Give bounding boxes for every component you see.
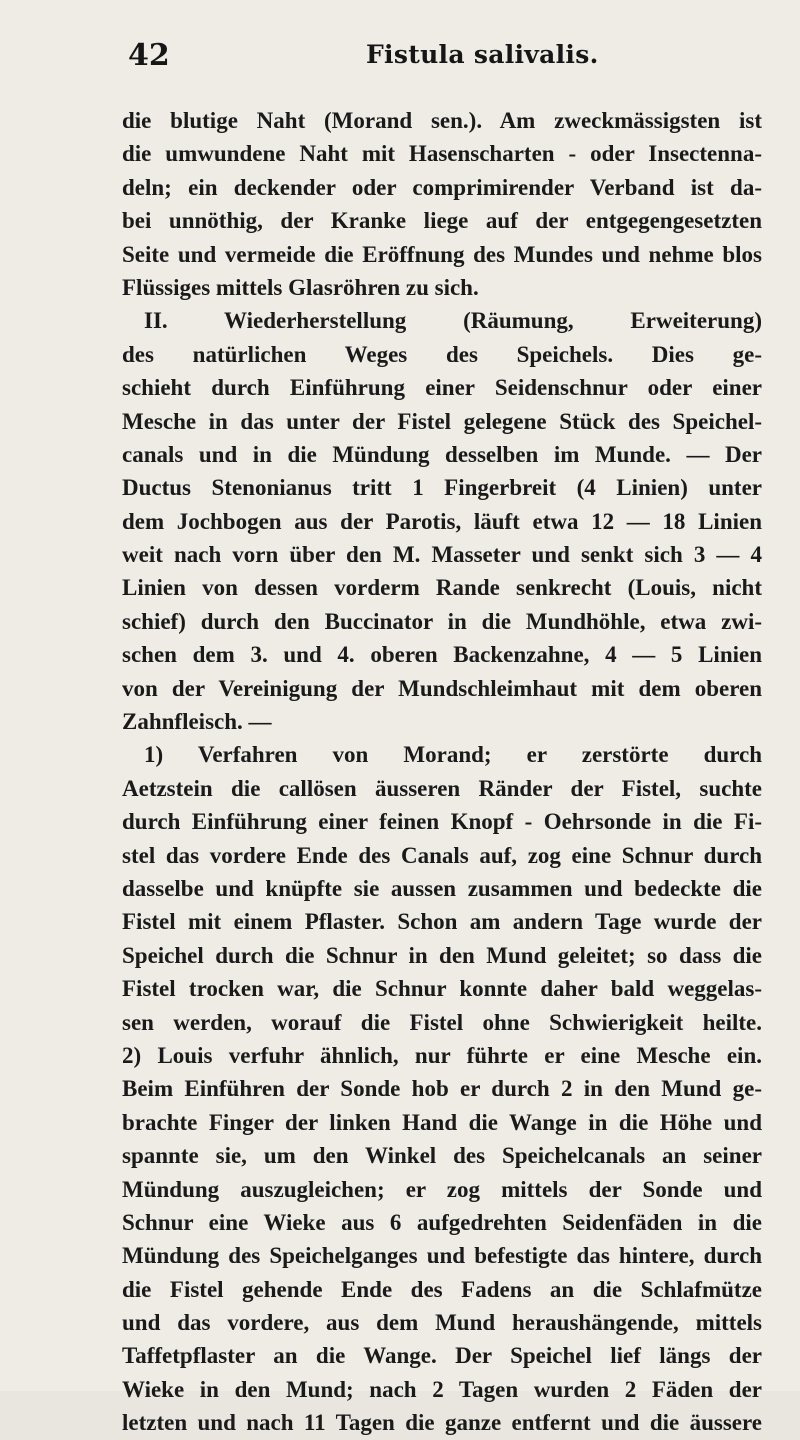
text-line: Seite und vermeide die Eröffnung des Mundes und nehme blos	[122, 241, 762, 267]
text-line: des natürlichen Weges des Speichels. Dies ge-	[122, 341, 762, 367]
page-number: 42	[128, 38, 170, 73]
text-line: und das vordere, aus dem Mund heraushängende, mittels	[122, 1310, 762, 1336]
subsection-heading-line: 2) Louis verfuhr ähnlich, nur führte er eine Mesche ein.	[122, 1042, 762, 1068]
text-line: dem Jochbogen aus der Parotis, läuft etwa 12 — 18 Linien	[122, 508, 762, 534]
text-line: die Fistel gehende Ende des Fadens an die Schlafmütze	[122, 1276, 762, 1302]
text-line: deln; ein deckender oder comprimirender Verband ist da-	[122, 174, 762, 200]
text-line: Zahnfleisch. —	[122, 709, 272, 735]
text-line: die blutige Naht (Morand sen.). Am zweckmässigsten ist	[122, 108, 762, 133]
subsection-heading-line: 1) Verfahren von Morand; er zerstörte durch	[144, 742, 762, 768]
text-line: weit nach vorn über den M. Masseter und senkt sich 3 — 4	[122, 542, 762, 568]
text-line: schen dem 3. und 4. oberen Backenzahne, 4 — 5 Linien	[122, 642, 762, 668]
text-line: Mündung auszugleichen; er zog mittels der Sonde und	[122, 1176, 762, 1202]
text-line: durch Einführung einer feinen Knopf - Oehrsonde in die Fi-	[122, 809, 762, 835]
text-line: Speichel durch die Schnur in den Mund geleitet; so dass die	[122, 942, 762, 968]
section-heading-line: II. Wiederherstellung (Räumung, Erweiterung)	[144, 308, 762, 334]
text-line: sen werden, worauf die Fistel ohne Schwierigkeit heilte.	[122, 1009, 762, 1035]
text-line: Linien von dessen vorderm Rande senkrecht (Louis, nicht	[122, 575, 762, 601]
text-line: letzten und nach 11 Tagen die ganze entfernt und die äussere	[122, 1410, 762, 1436]
text-line: dasselbe und knüpfte sie aussen zusammen und bedeckte die	[122, 875, 762, 901]
text-line: spannte sie, um den Winkel des Speichelcanals an seiner	[122, 1143, 762, 1169]
text-line: Flüssiges mittels Glasröhren zu sich.	[122, 274, 479, 300]
text-line: Mesche in das unter der Fistel gelegene Stück des Speichel-	[122, 408, 762, 434]
text-line: Beim Einführen der Sonde hob er durch 2 in den Mund ge-	[122, 1076, 762, 1102]
page-header	[0, 38, 800, 78]
text-line: Taffetpflaster an die Wange. Der Speichel lief längs der	[122, 1343, 762, 1369]
text-line: schieht durch Einführung einer Seidenschnur oder einer	[122, 375, 762, 401]
text-line: Fistel mit einem Pflaster. Schon am andern Tage wurde der	[122, 909, 762, 935]
text-line: Mündung des Speichelganges und befestigte das hintere, durch	[122, 1243, 762, 1269]
text-line: von der Vereinigung der Mundschleimhaut mit dem oberen	[122, 675, 762, 701]
text-line: brachte Finger der linken Hand die Wange in die Höhe und	[122, 1109, 762, 1135]
body-text	[122, 104, 762, 1440]
text-line: Schnur eine Wieke aus 6 aufgedrehten Seidenfäden in die	[122, 1209, 762, 1235]
text-line: Ductus Stenonianus tritt 1 Fingerbreit (4 Linien) unter	[122, 475, 762, 501]
text-line: Wieke in den Mund; nach 2 Tagen wurden 2 Fäden der	[122, 1376, 762, 1402]
text-line: die umwundene Naht mit Hasenscharten - oder Insectenna-	[122, 141, 762, 167]
text-line: Fistel trocken war, die Schnur konnte daher bald weggelas-	[122, 976, 762, 1002]
text-line: bei unnöthig, der Kranke liege auf der entgegengesetzten	[122, 208, 762, 234]
text-line: schief) durch den Buccinator in die Mundhöhle, etwa zwi-	[122, 608, 762, 634]
text-line: Aetzstein die callösen äusseren Ränder der Fistel, suchte	[122, 775, 762, 801]
text-line: canals und in die Mündung desselben im Munde. — Der	[122, 441, 762, 467]
text-line: stel das vordere Ende des Canals auf, zog eine Schnur durch	[122, 842, 762, 868]
running-title: Fistula salivalis.	[366, 40, 599, 69]
